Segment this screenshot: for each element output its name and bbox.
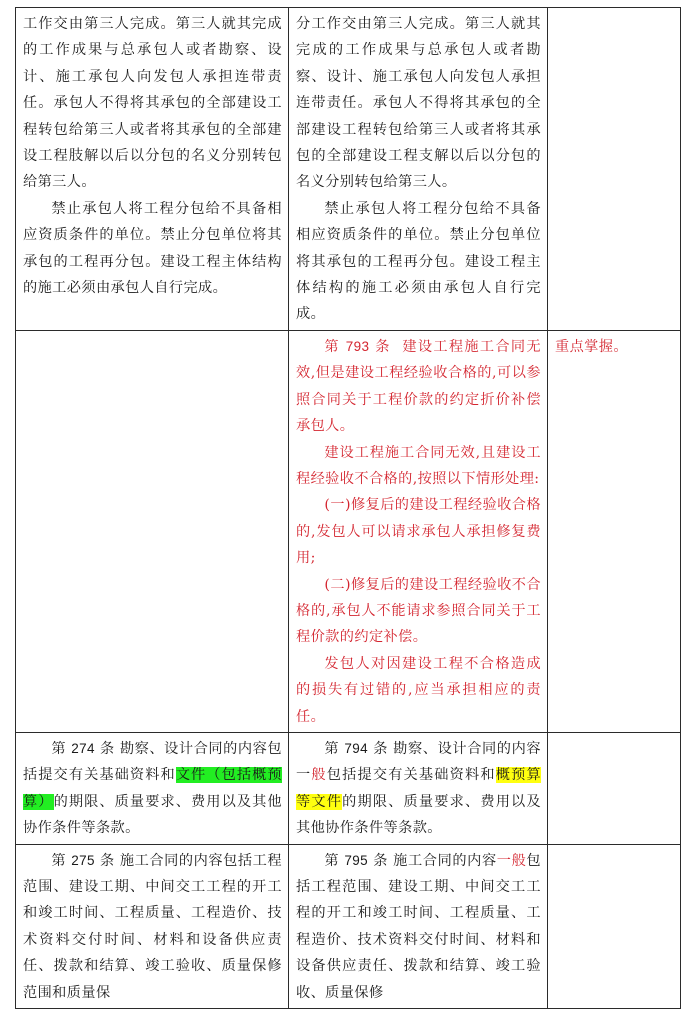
article-number: 275 (71, 852, 95, 868)
new-law-cell (289, 8, 548, 331)
note-text: 重点掌握。 (555, 338, 628, 355)
new-law-paragraph: 禁止承包人将工程分包给不具备相应资质条件的单位。禁止分包单位将其承包的工程再分包。建设工程主体结构的施工必须由承包人自行完成。 (296, 200, 541, 323)
note-cell (548, 8, 681, 331)
article-text: 建设工程施工合同无效,但是建设工程经验收合格的,可以参照合同关于工程价款的约定折价补偿承包人。 (296, 338, 541, 435)
article-793-paragraph (296, 334, 541, 440)
old-law-paragraph: 禁止承包人将工程分包给不具备相应资质条件的单位。禁止分包单位将其承包的工程再分包。建设工程主体结构的施工必须由承包人自行完成。 (23, 200, 282, 297)
table-row (16, 732, 681, 844)
article-label: 第 793 条 (324, 338, 391, 355)
new-law-paragraph: (一)修复后的建设工程经验收合格的,发包人可以请求承包人承担修复费用; (296, 497, 541, 567)
new-law-paragraph: 建设工程施工合同无效,且建设工程经验收不合格的,按照以下情形处理: (296, 444, 541, 487)
article-number: 793 (345, 338, 370, 354)
new-law-cell (289, 844, 548, 1008)
highlighted-text: 概预算等文件 (296, 767, 542, 810)
highlighted-text: 文件（包括概预算） (23, 767, 282, 810)
old-law-cell (16, 8, 289, 331)
table-row (16, 330, 681, 732)
new-law-paragraph: 分工作交由第三人完成。第三人就其完成的工作成果与总承包人或者勘察、设计、施工承包人向发包人承担连带责任。承包人不得将其承包的全部建设工程转包给第三人或者将其承包的全部建设工程支解以后以分包的名义分别转包给第三人。 (296, 16, 541, 191)
new-law-paragraph: (二)修复后的建设工程经验收不合格的,承包人不能请求参照合同关于工程价款的约定补偿。 (296, 576, 541, 646)
old-law-cell (16, 844, 289, 1008)
article-number: 795 (344, 852, 369, 868)
table-row (16, 844, 681, 1008)
article-794-paragraph: 第 794 条 勘察、设计合同的内容一般包括提交有关基础资料和概预算等文件的期限、质量要求、费用以及其他协作条件等条款。 (296, 740, 542, 837)
note-cell (548, 844, 681, 1008)
article-number: 794 (344, 740, 369, 756)
note-cell (548, 732, 681, 844)
new-law-cell (289, 732, 548, 844)
new-law-paragraph: 发包人对因建设工程不合格造成的损失有过错的,应当承担相应的责任。 (296, 655, 541, 725)
changed-text: 一般 (496, 852, 527, 869)
article-number: 274 (71, 740, 95, 756)
old-law-paragraph: 工作交由第三人完成。第三人就其完成的工作成果与总承包人或者勘察、设计、施工承包人向发包人承担连带责任。承包人不得将其承包的全部建设工程转包给第三人或者将其承包的全部建设工程肢解以后以分包的名义分别转包给第三人。 (23, 16, 282, 191)
old-law-cell (16, 732, 289, 844)
note-cell (548, 330, 681, 732)
table-row (16, 8, 681, 331)
law-comparison-table (15, 7, 681, 1009)
article-274-paragraph: 第 274 条 勘察、设计合同的内容包括提交有关基础资料和文件（包括概预算）的期限、质量要求、费用以及其他协作条件等条款。 (23, 740, 282, 837)
changed-text: 般 (311, 767, 327, 784)
article-275-paragraph: 第 275 条 施工合同的内容包括工程范围、建设工期、中间交工工程的开工和竣工时间、工程质量、工程造价、技术资料交付时间、材料和设备供应责任、拨款和结算、竣工验收、质量保修范围和质量保 (23, 852, 282, 1001)
article-795-paragraph: 第 795 条 施工合同的内容一般包括工程范围、建设工期、中间交工工程的开工和竣工时间、工程质量、工程造价、技术资料交付时间、材料和设备供应责任、拨款和结算、竣工验收、质量保修 (296, 852, 541, 1001)
new-law-cell (289, 330, 548, 732)
old-law-cell (16, 330, 289, 732)
